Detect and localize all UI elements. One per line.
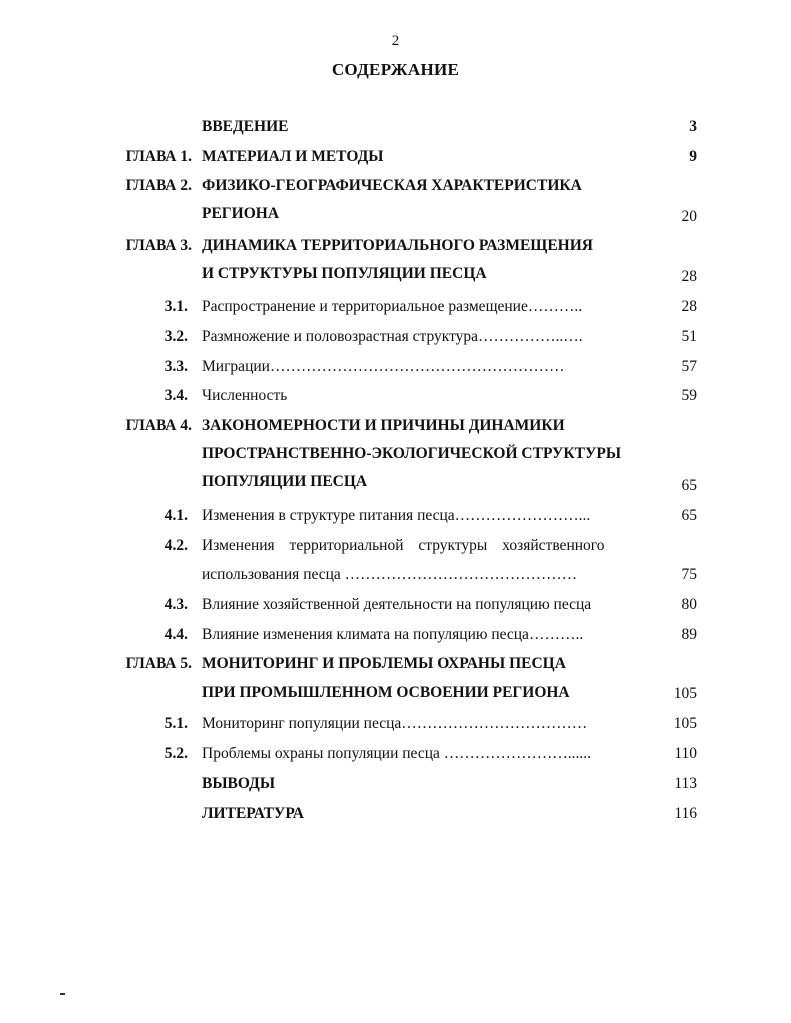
- section-3-1-title: Распространение и территориальное размещение………..: [202, 298, 583, 315]
- chapter-5-page: 105: [673, 685, 697, 702]
- section-4-3-title: Влияние хозяйственной деятельности на популяцию песца: [202, 596, 592, 613]
- section-3-2-label: 3.2.: [164, 328, 188, 345]
- toc-intro-title: ВВЕДЕНИЕ: [202, 118, 289, 135]
- chapter-4-title-line-3: ПОПУЛЯЦИИ ПЕСЦА: [202, 473, 368, 490]
- section-4-2-title-line-2: использования песца ………………………………………: [202, 566, 578, 583]
- section-4-2-label: 4.2.: [164, 537, 188, 554]
- page-number: 2: [391, 33, 400, 49]
- literature-title: ЛИТЕРАТУРА: [202, 805, 304, 822]
- section-4-4-label: 4.4.: [164, 626, 188, 643]
- section-5-1-title: Мониторинг популяции песца………………………………: [202, 715, 588, 732]
- toc-intro-page: 3: [689, 118, 697, 135]
- section-5-1-page: 105: [673, 715, 697, 732]
- chapter-5-title-line-1: МОНИТОРИНГ И ПРОБЛЕМЫ ОХРАНЫ ПЕСЦА: [202, 655, 566, 672]
- chapter-4-title-line-2: ПРОСТРАНСТВЕННО-ЭКОЛОГИЧЕСКОЙ СТРУКТУРЫ: [202, 445, 622, 462]
- chapter-5-title-line-2: ПРИ ПРОМЫШЛЕННОМ ОСВОЕНИИ РЕГИОНА: [202, 684, 570, 701]
- literature-page: 116: [674, 805, 697, 822]
- section-5-1-label: 5.1.: [164, 715, 188, 732]
- chapter-2-title-line-2: РЕГИОНА: [202, 205, 280, 222]
- chapter-1-page: 9: [689, 148, 697, 165]
- section-4-4-page: 89: [681, 626, 697, 643]
- section-3-1-label: 3.1.: [164, 298, 188, 315]
- section-3-2-page: 51: [681, 328, 697, 345]
- chapter-2-page: 20: [681, 208, 697, 225]
- section-3-3-title: Миграции…………………………………………………: [202, 358, 565, 375]
- chapter-3-title-line-2: И СТРУКТУРЫ ПОПУЛЯЦИИ ПЕСЦА: [202, 265, 487, 282]
- section-3-1-page: 28: [681, 298, 697, 315]
- section-3-4-title: Численность: [202, 387, 288, 404]
- section-5-2-page: 110: [674, 745, 697, 762]
- chapter-3-label: ГЛАВА 3.: [125, 237, 192, 254]
- chapter-5-label: ГЛАВА 5.: [125, 655, 192, 672]
- section-4-1-page: 65: [681, 507, 697, 524]
- chapter-1-title: МАТЕРИАЛ И МЕТОДЫ: [202, 148, 384, 165]
- section-3-4-page: 59: [681, 387, 697, 404]
- chapter-2-title-line-1: ФИЗИКО-ГЕОГРАФИЧЕСКАЯ ХАРАКТЕРИСТИКА: [202, 177, 582, 194]
- conclusions-page: 113: [674, 775, 697, 792]
- section-4-3-page: 80: [681, 596, 697, 613]
- section-4-1-title: Изменения в структуре питания песца……………………...: [202, 507, 591, 524]
- chapter-1-label: ГЛАВА 1.: [125, 148, 192, 165]
- section-3-4-label: 3.4.: [164, 387, 188, 404]
- section-4-4-title: Влияние изменения климата на популяцию песца………..: [202, 626, 584, 643]
- section-4-3-label: 4.3.: [164, 596, 188, 613]
- scan-artifact-mark: [60, 993, 65, 995]
- section-3-2-title: Размножение и половозрастная структура……………..….: [202, 328, 583, 345]
- section-4-2-page: 75: [681, 566, 697, 583]
- page-title: СОДЕРЖАНИЕ: [331, 60, 460, 79]
- conclusions-title: ВЫВОДЫ: [202, 775, 276, 792]
- section-5-2-title: Проблемы охраны популяции песца ……………………......: [202, 745, 592, 762]
- chapter-3-page: 28: [681, 268, 697, 285]
- chapter-2-label: ГЛАВА 2.: [125, 177, 192, 194]
- chapter-4-label: ГЛАВА 4.: [125, 417, 192, 434]
- section-5-2-label: 5.2.: [164, 745, 188, 762]
- chapter-3-title-line-1: ДИНАМИКА ТЕРРИТОРИАЛЬНОГО РАЗМЕЩЕНИЯ: [202, 237, 593, 254]
- section-4-2-title-line-1: Изменения территориальной структуры хозяйственного: [202, 537, 605, 554]
- chapter-4-page: 65: [681, 477, 697, 494]
- section-4-1-label: 4.1.: [164, 507, 188, 524]
- section-3-3-label: 3.3.: [164, 358, 188, 375]
- chapter-4-title-line-1: ЗАКОНОМЕРНОСТИ И ПРИЧИНЫ ДИНАМИКИ: [202, 417, 565, 434]
- section-3-3-page: 57: [681, 358, 697, 375]
